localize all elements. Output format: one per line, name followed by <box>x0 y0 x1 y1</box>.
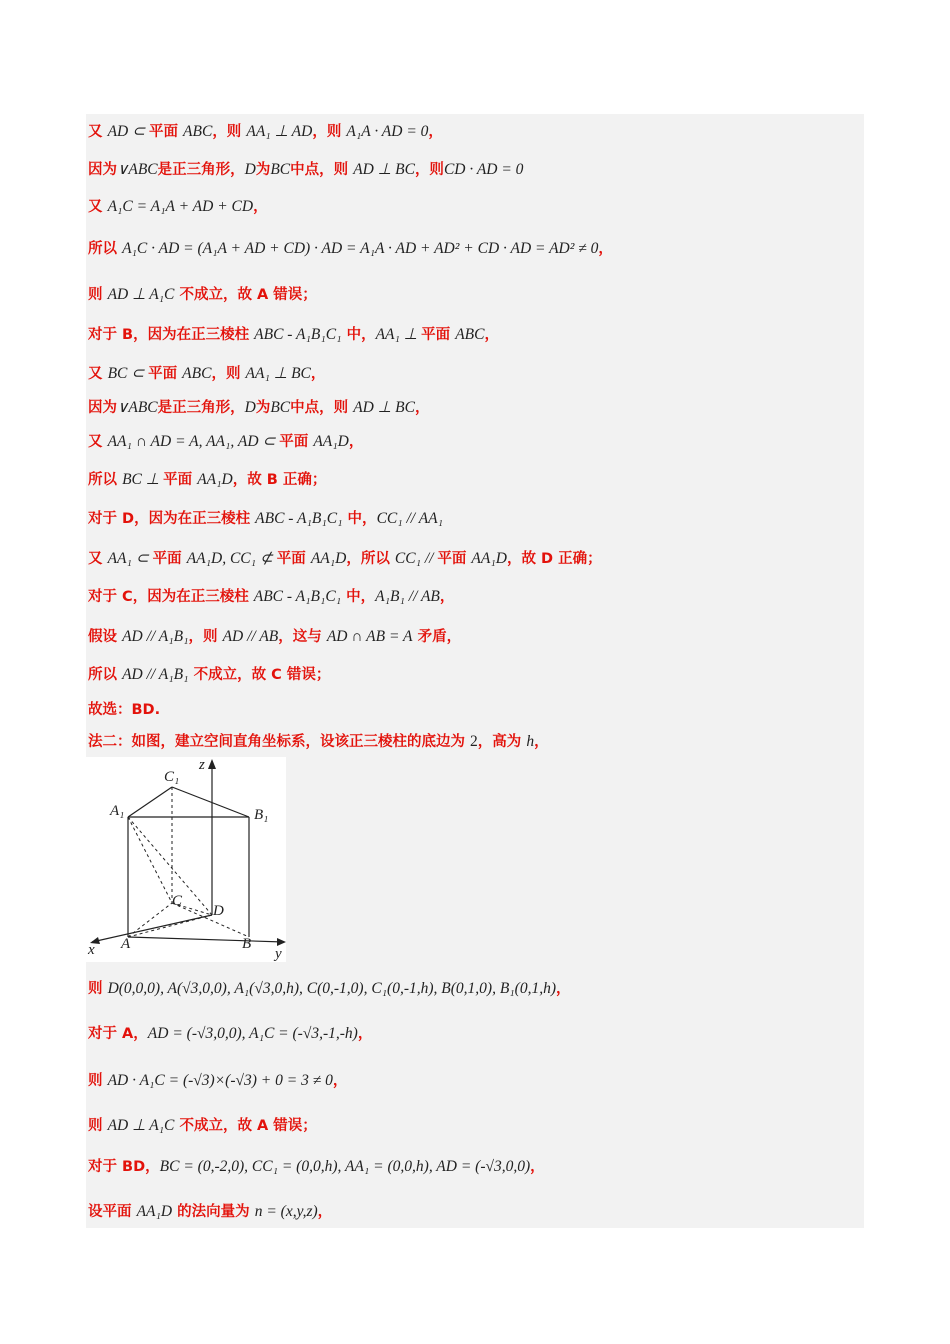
text-segment: 则 <box>88 1073 108 1089</box>
text-segment: 所以 <box>88 472 123 488</box>
text-segment: 则 <box>88 981 108 997</box>
text-segment: ，所以 <box>346 551 395 567</box>
text-segment: 对于 B，因为在正三棱柱 <box>88 327 255 343</box>
math-segment: AD = (-√3,0,0), A₁C = (-√3,-1,-h) <box>147 1025 358 1042</box>
solution-line <box>88 626 461 647</box>
solution-line <box>88 731 549 752</box>
math-segment: AA₁ ⊂ <box>107 550 153 567</box>
math-segment: ∨ABC <box>117 161 158 178</box>
text-segment: 设平面 <box>88 1204 137 1220</box>
math-segment: AD ⊥ A₁C <box>107 286 175 303</box>
math-segment: 2 <box>470 733 478 750</box>
text-segment: 又 <box>88 551 108 567</box>
text-segment: 不成立，故 C 错误； <box>188 667 331 683</box>
solution-line <box>88 363 325 384</box>
text-segment: 所以 <box>88 667 123 683</box>
math-segment: n = (x,y,z) <box>254 1203 318 1220</box>
math-segment: AA₁D <box>310 550 347 567</box>
seg-AD <box>128 915 212 937</box>
math-segment: AD ⊥ BC <box>353 161 415 178</box>
text-segment: 则 <box>88 1118 108 1134</box>
text-segment: ， <box>357 1026 373 1042</box>
solution-line <box>88 548 602 569</box>
math-segment: AD ∩ AB = A <box>326 628 413 645</box>
text-segment: 平面 <box>279 434 314 450</box>
math-segment: AA₁D <box>197 471 233 488</box>
text-segment: 平面 <box>163 472 198 488</box>
label-z: z <box>199 757 205 773</box>
solution-line <box>88 121 443 142</box>
math-segment: AD ⊥ BC <box>353 399 415 416</box>
text-segment: 矛盾， <box>412 629 462 645</box>
math-segment: A₁A · AD = 0 <box>346 123 429 140</box>
label-A: A <box>121 936 131 952</box>
solution-line <box>88 664 330 685</box>
math-segment: BC <box>270 161 291 178</box>
text-segment: ，则 <box>312 124 347 140</box>
text-segment: ，这与 <box>278 629 327 645</box>
text-segment: 对于 A， <box>88 1026 148 1042</box>
math-segment: AA₁D, CC₁ ⊄ <box>186 550 277 567</box>
text-segment: 中， <box>341 589 376 605</box>
prism-diagram <box>86 757 286 962</box>
text-segment: 的法向量为 <box>172 1204 255 1220</box>
math-segment: ∨ABC <box>117 399 158 416</box>
edge-AC <box>128 903 172 937</box>
text-segment: 平面 <box>152 551 187 567</box>
solution-line <box>88 196 268 217</box>
text-segment: ， <box>310 366 326 382</box>
label-B1: B₁ <box>254 807 269 823</box>
text-segment: ，则 <box>188 629 223 645</box>
math-segment: AA₁D <box>471 550 507 567</box>
label-A1: A₁ <box>110 803 125 819</box>
label-C1: C₁ <box>164 769 180 785</box>
math-segment: A₁C · AD = (A₁A + AD + CD) · AD = A₁A · AD + AD² + CD · AD = AD² ≠ 0 <box>122 240 599 257</box>
solution-line <box>88 1115 317 1136</box>
math-segment: BC = (0,-2,0), CC₁ = (0,0,h), AA₁ = (0,0,h), AD = (-√3,0,0) <box>159 1158 531 1175</box>
math-segment: CC₁ // AA₁ <box>376 510 444 527</box>
label-B: B <box>242 936 252 952</box>
y-arrow <box>277 938 286 946</box>
label-x: x <box>88 942 95 958</box>
text-segment: ， <box>534 734 549 750</box>
math-segment: ABC <box>455 326 485 343</box>
seg-A1D <box>128 817 212 915</box>
text-segment: 法二：如图，建立空间直角坐标系，设该正三棱柱的底边为 <box>88 734 471 750</box>
label-y: y <box>275 946 282 962</box>
math-segment: ABC - A₁B₁C₁ <box>254 326 342 343</box>
text-segment: ，故 D 正确； <box>506 551 602 567</box>
math-segment: AD // A₁B₁ <box>122 628 189 645</box>
solution-line <box>88 1070 347 1091</box>
math-segment: A₁C = A₁A + AD + CD <box>107 198 254 215</box>
text-segment: 中点，则 <box>290 400 354 416</box>
y-axis <box>128 937 284 942</box>
math-segment: AD ⊥ A₁C <box>107 1117 175 1134</box>
math-segment: h <box>526 733 535 750</box>
text-segment: ， <box>253 199 268 215</box>
solution-line <box>88 431 363 452</box>
text-segment: 故选：BD. <box>88 702 161 718</box>
math-segment: AD // A₁B₁ <box>122 666 189 683</box>
text-segment: 平面 <box>148 124 184 140</box>
math-segment: D <box>244 161 256 178</box>
text-segment: ， <box>598 241 613 257</box>
solution-line <box>88 586 454 607</box>
math-segment: AA₁D <box>313 433 349 450</box>
label-D: D <box>213 903 224 919</box>
solution-line <box>88 508 443 529</box>
text-segment: 中点，则 <box>290 162 354 178</box>
text-segment: 不成立，故 A 错误； <box>174 1118 317 1134</box>
text-segment: ，则 <box>414 162 444 178</box>
text-segment: 又 <box>88 366 108 382</box>
text-segment: 为 <box>255 400 271 416</box>
math-segment: A₁B₁ // AB <box>375 588 440 605</box>
math-segment: D(0,0,0), A(√3,0,0), A₁(√3,0,h), C(0,-1,0), C₁(0,-1,h), B(0,1,0), B₁(0,1,h) <box>107 980 557 997</box>
math-segment: ABC - A₁B₁C₁ <box>255 510 343 527</box>
text-segment: 又 <box>88 124 108 140</box>
text-segment: 对于 C，因为在正三棱柱 <box>88 589 254 605</box>
text-segment: 平面 <box>148 366 183 382</box>
text-segment: ， <box>317 1204 333 1220</box>
solution-line <box>88 238 613 259</box>
solution-line <box>88 1023 372 1044</box>
math-segment: ABC <box>182 365 212 382</box>
text-segment: ，高为 <box>477 734 527 750</box>
solution-line <box>88 1156 545 1177</box>
text-segment: 中， <box>341 327 376 343</box>
solution-line <box>88 159 523 180</box>
text-segment: 又 <box>88 199 108 215</box>
text-segment: 平面 <box>276 551 311 567</box>
text-segment: 是正三角形， <box>157 162 245 178</box>
solution-line <box>88 324 499 345</box>
math-segment: CD · AD = 0 <box>443 161 524 178</box>
solution-line <box>88 699 160 720</box>
edge-A1C1 <box>128 787 172 817</box>
text-segment: 所以 <box>88 241 123 257</box>
math-segment: AA₁ ⊥ AD <box>246 123 313 140</box>
text-segment: 为 <box>255 162 271 178</box>
solution-line <box>88 978 571 999</box>
math-segment: BC <box>270 399 291 416</box>
text-segment: 则 <box>88 287 108 303</box>
math-segment: AA₁ ∩ AD = A, AA₁, AD ⊂ <box>107 433 280 450</box>
edge-C1B1 <box>172 787 249 817</box>
math-segment: AA₁D <box>136 1203 173 1220</box>
math-segment: AD ⊂ <box>107 123 149 140</box>
math-segment: BC ⊥ <box>122 471 164 488</box>
text-segment: ，则 <box>211 366 246 382</box>
solution-line <box>88 1201 332 1222</box>
text-segment: ， <box>414 400 430 416</box>
prism-figure <box>86 757 286 962</box>
solution-line <box>88 284 317 305</box>
text-segment: ， <box>530 1159 545 1175</box>
math-segment: AA₁ ⊥ <box>375 326 422 343</box>
text-segment: 因为 <box>88 162 117 178</box>
text-segment: ， <box>439 589 455 605</box>
math-segment: AD · A₁C = (-√3)×(-√3) + 0 = 3 ≠ 0 <box>107 1072 333 1089</box>
text-segment: 平面 <box>437 551 472 567</box>
text-segment: ， <box>332 1073 348 1089</box>
math-segment: AD // AB <box>222 628 279 645</box>
text-segment: 对于 BD， <box>88 1159 160 1175</box>
math-segment: AA₁ ⊥ BC <box>245 365 311 382</box>
z-arrow <box>208 759 216 769</box>
text-segment: ， <box>484 327 499 343</box>
solution-line <box>88 397 429 418</box>
text-segment: 假设 <box>88 629 123 645</box>
solution-line <box>88 469 326 490</box>
math-segment: ABC - A₁B₁C₁ <box>253 588 342 605</box>
text-segment: 又 <box>88 434 108 450</box>
text-segment: ，则 <box>212 124 247 140</box>
text-segment: 中， <box>342 511 377 527</box>
text-segment: 对于 D，因为在正三棱柱 <box>88 511 256 527</box>
text-segment: 平面 <box>421 327 456 343</box>
math-segment: CC₁ // <box>394 550 438 567</box>
math-segment: BC ⊂ <box>107 365 149 382</box>
math-segment: ABC <box>183 123 213 140</box>
math-segment: D <box>244 399 256 416</box>
text-segment: ，故 B 正确； <box>232 472 327 488</box>
text-segment: ， <box>556 981 571 997</box>
text-segment: 因为 <box>88 400 117 416</box>
label-C: C <box>172 893 183 909</box>
text-segment: ， <box>348 434 364 450</box>
text-segment: ， <box>428 124 443 140</box>
edge-CB <box>172 903 249 937</box>
text-segment: 是正三角形， <box>157 400 245 416</box>
text-segment: 不成立，故 A 错误； <box>174 287 317 303</box>
